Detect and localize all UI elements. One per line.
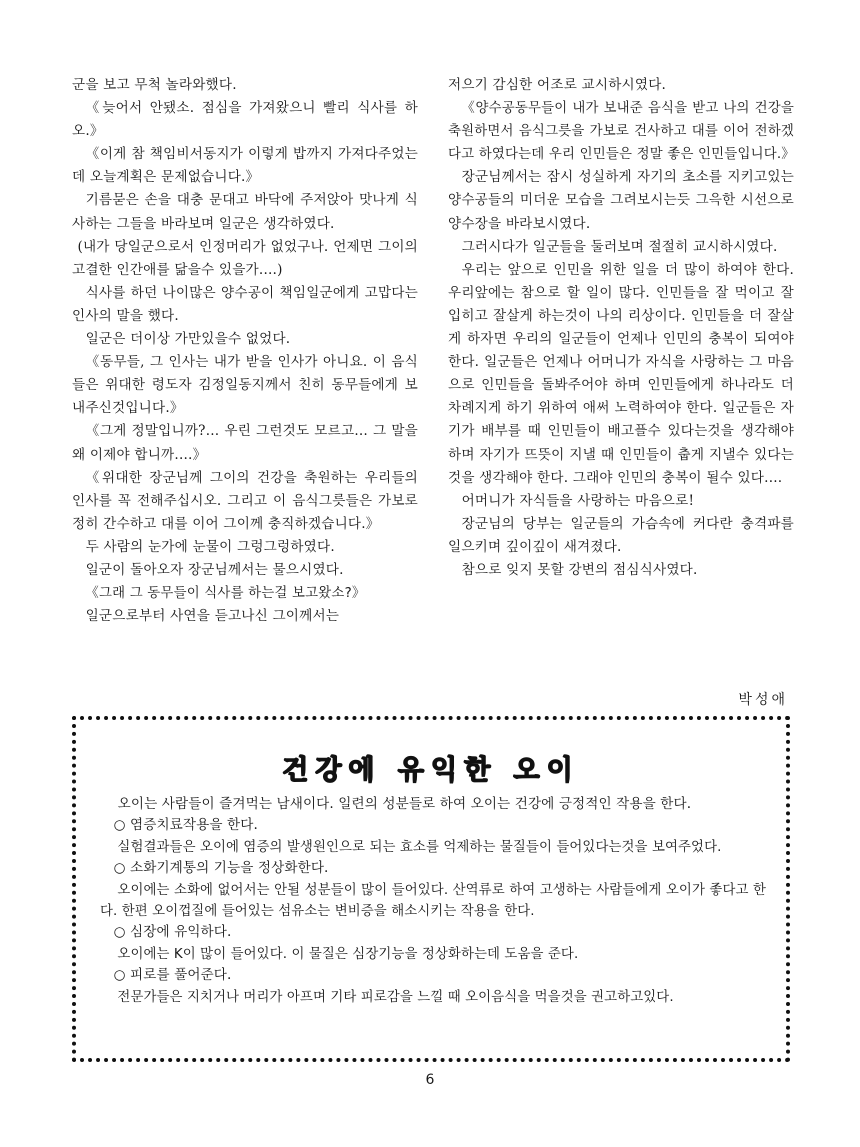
story-paragraph: 우리는 앞으로 인민을 위한 일을 더 많이 하여야 한다. 우리앞에는 참으로 할 일이 많다. 인민들을 잘 먹이고 잘 입히고 잘살게 하는것이 나의 리상이다. 인민들을 더 잘살게 하자면 우리의 일군들이 언제나 인민의 충복이 되여야 한다. 일군들은 언제나 어머니가 자식을 사랑하는 그 마음으로 인민들을 돌봐주어야 하며 인민들에게 하나라도 더 차례지게 하기 위하여 애써 노력하여야 한다. 일군들은 자기가 배부를 때 인민들이 배고플수 있다는것을 생각해야 하며 자기가 뜨뜻이 지낼 때 인민들이 춥게 지낼수 있다는것을 생각해야 한다. 그래야 인민의 충복이 될수 있다.… [448,261,794,486]
box-paragraph: 전문가들은 지치거나 머리가 아프며 기타 피로감을 느낄 때 오이음식을 먹을것을 권고하고있다. [117,989,674,1005]
story-paragraph: 장군님의 당부는 일군들의 가슴속에 커다란 충격파를 일으키며 깊이깊이 새겨졌다. [448,515,794,555]
story-right-column [448,74,794,582]
box-bullet-item: ○ 피로를 풀어준다. [113,967,232,984]
story-paragraph: 《그게 정말입니까?… 우린 그런것도 모르고… 그 말을 왜 이제야 합니까.…》 [72,423,418,463]
box-paragraph: 오이는 사람들이 즐겨먹는 남새이다. 일련의 성분들로 하여 오이는 건강에 긍정적인 작용을 한다. [117,796,692,812]
story-paragraph: 군을 보고 무척 놀라와했다. [72,77,237,93]
box-bullet-item: ○ 염증치료작용을 한다. [113,817,258,834]
box-title: 건강에 유익한 오이 [282,755,580,786]
story-paragraph: 《늦어서 안됐소. 점심을 가져왔으니 빨리 식사를 하오.》 [72,100,418,140]
story-paragraph: 참으로 잊지 못할 강변의 점심식사였다. [461,561,698,578]
story-paragraph: 《그래 그 동무들이 식사를 하는걸 보고왔소?》 [85,586,366,602]
story-paragraph: 그러시다가 일군들을 둘러보며 절절히 교시하시였다. [461,238,778,255]
story-paragraph: 어머니가 자식들을 사랑하는 마음으로! [461,492,695,509]
page-number: 6 [425,1072,435,1088]
story-paragraph: (내가 당일군으로서 인정머리가 없었구나. 언제면 그이의 고결한 인간애를 닮을수 있을가.…) [72,238,418,278]
story-paragraph: 일군으로부터 사연을 듣고나신 그이께서는 [85,608,340,625]
story-paragraph: 식사를 하던 나이많은 양수공이 책임일군에게 고맙다는 인사의 말을 했다. [72,284,418,324]
story-paragraph: 두 사람의 눈가에 눈물이 그렁그렁하였다. [85,538,335,555]
story-left-column [72,74,418,628]
story-paragraph: 일군이 돌아오자 장군님께서는 물으시였다. [85,561,344,578]
box-bullet-item: ○ 소화기계통의 기능을 정상화한다. [113,860,329,877]
box-bullet-item: ○ 심장에 유익하다. [113,924,232,941]
story-paragraph: 기름묻은 손을 대충 문대고 바닥에 주저앉아 맛나게 식사하는 그들을 바라보며 일군은 생각하였다. [72,192,418,232]
box-paragraph: 오이에는 K이 많이 들어있다. 이 물질은 심장기능을 정상화하는데 도움을 준다. [117,946,579,962]
story-paragraph: 《이게 참 책임비서동지가 이렇게 밥까지 가져다주었는데 오늘계획은 문제없습니다.》 [72,146,418,186]
story-paragraph: 장군님께서는 잠시 성실하게 자기의 초소를 지키고있는 양수공들의 미더운 모습을 그려보시는듯 그윽한 시선으로 양수장을 바라보시였다. [448,169,794,232]
story-paragraph: 저으기 감심한 어조로 교시하시였다. [448,77,667,93]
author-name: 박성애 [738,692,788,708]
box-body [100,794,766,1008]
health-info-box [72,716,790,1062]
box-paragraph: 오이에는 소화에 없어서는 안될 성분들이 많이 들어있다. 산역류로 하여 고생하는 사람들에게 오이가 좋다고 한다. 한편 오이껍질에 들어있는 섬유소는 변비증을 해소시키는 작용을 한다. [100,882,766,920]
story-paragraph: 일군은 더이상 가만있을수 없었다. [85,331,291,348]
story-paragraph: 《양수공동무들이 내가 보내준 음식을 받고 나의 건강을 축원하면서 음식그릇을 가보로 건사하고 대를 이어 전하겠다고 하였다는데 우리 인민들은 정말 좋은 인민들입니다.》 [448,101,795,163]
story-paragraph: 《동무들, 그 인사는 내가 받을 인사가 아니요. 이 음식들은 위대한 령도자 김정일동지께서 친히 동무들에게 보내주신것입니다.》 [72,354,418,417]
box-paragraph: 실험결과들은 오이에 염증의 발생원인으로 되는 효소를 억제하는 물질들이 들어있다는것을 보여주었다. [117,839,722,855]
story-paragraph: 《위대한 장군님께 그이의 건강을 축원하는 우리들의 인사를 꼭 전해주십시오. 그리고 이 음식그릇들은 가보로 정히 간수하고 대를 이어 그이께 충직하겠습니다.》 [72,469,418,532]
